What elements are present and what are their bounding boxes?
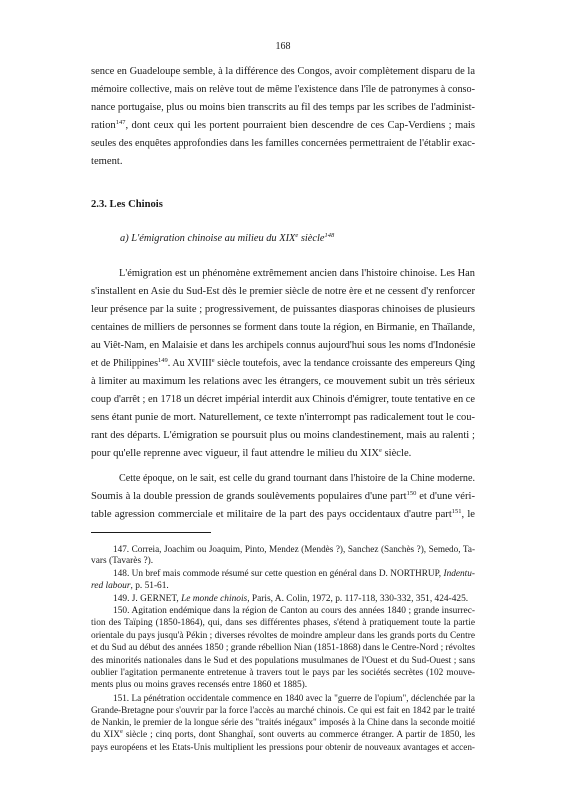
text-line: coup d'arrêt ; en 1718 un décret impérial interdit aux Chinois d'émigrer, toute tentative en ce: [91, 394, 475, 405]
text-line: seules des enquêtes approfondies dans les familles concernées permettraient de l'établir exac-: [91, 138, 476, 149]
footnote-ref-149: 149: [158, 357, 168, 364]
paragraph-continuation: [91, 63, 475, 171]
text-line: mémoire collective, mais on relève tout de même l'existence dans l'île de patronymes à conso-: [91, 84, 475, 95]
footnote-149: 149. J. GERNET, Le monde chinois, Paris, A. Colin, 1972, p. 117-118, 330-332, 351, 424-425.: [113, 593, 469, 604]
text-line: leur présence par la suite ; progressivement, de puissantes diasporas chinoises de plusieurs: [91, 304, 475, 315]
text-line: Cette époque, on le sait, est celle du grand tournant dans l'histoire de la Chine moderne.: [119, 473, 475, 484]
footnote-ref-148: 148: [324, 232, 335, 239]
text-line: au Viêt-Nam, en Malaisie et dans les archipels connus aujourd'hui sous les noms d'Indonésie: [91, 340, 476, 351]
text-line: sens étant punie de mort. Naturellement, ce texte n'interrompt pas radicalement tout le cou-: [91, 412, 475, 423]
footnote-ref-151: 151: [451, 508, 462, 515]
text-line: Soumis à la double pression de grands soulèvements populaires d'une part$^{150}$ et d'une véri-: [91, 490, 475, 502]
text-line: à limiter au maximum les relations avec les étrangers, ce mouvement subit un très sérieux: [91, 376, 475, 387]
text-line: pour qu'elle reprenne avec vigueur, il faut attendre le milieu du XIXe siècle.: [91, 447, 412, 459]
section-heading: 2.3. Les Chinois: [91, 199, 163, 210]
subsection-heading: a) L'émigration chinoise au milieu du XIXe siècle$^{148}$: [120, 232, 335, 244]
footnote-separator: [91, 532, 211, 533]
text-line: s'installent en Asie du Sud-Est dès le premier siècle de notre ère et ne cessent d'y renforcer: [91, 286, 475, 297]
text-line: centaines de milliers de personnes se forment dans toute la région, en Birmanie, en Thaïlande,: [91, 322, 475, 333]
text-line: ration$^{147}$, dont ceux qui les portent pourraient bien descendre de ces Cap-Verdiens ; mais: [91, 119, 475, 131]
paragraph-turning-point: [91, 470, 475, 524]
paragraph-emigration: [91, 265, 475, 463]
text-line: et de Philippines$^{149}$. Au XVIIIe siècle toutefois, avec la tendance croissante des empereurs Qing: [91, 357, 475, 369]
text-line: table agression commerciale et militaire de la part des pays occidentaux d'autre part$^{151}$, le: [91, 508, 475, 520]
footnote-ref-147: 147: [115, 119, 126, 126]
text-line: nance portugaise, plus ou moins bien transcrits au fil des temps par les scribes de l'administ-: [91, 102, 475, 113]
text-line: rant des départs. L'émigration se poursuit plus ou moins clandestinement, mais au ralenti ;: [91, 430, 475, 441]
page-number: 168: [275, 41, 291, 52]
footnote-147: 147. Correia, Joachim ou Joaquim, Pinto, Mendez (Mendès ?), Sanchez (Sanchès ?), Semedo, Ta- vars (Tavarès ?).: [91, 544, 475, 567]
footnote-151: 151. La pénétration occidentale commence en 1840 avec la "guerre de l'opium", déclenchée par la Grande-Bretagne pour s'ouvrir par la force l'accès au marché chinois. Ce qui est fait en 1842 par le traité de Nankin, le premier de la longue série des "traités inégaux" imposés à la Chine dans la seconde moitié du XIXe siècle ; cinq ports, dont Shanghaï, sont ouverts au commerce étranger. A partir de 1850, les pays européens et les Etats-Unis multiplient les pressions pour obtenir de nouveaux avantages et accen-: [91, 692, 475, 753]
footnote-148: 148. Un bref mais commode résumé sur cette question en général dans D. NORTHRUP, Indentu- red labour, p. 51-61.: [91, 568, 475, 592]
text-line: L'émigration est un phénomène extrêmement ancien dans l'histoire chinoise. Les Han: [119, 268, 475, 279]
footnotes: [91, 543, 475, 754]
footnote-ref-150: 150: [406, 490, 417, 497]
text-line: sence en Guadeloupe semble, à la différence des Congos, avoir complètement disparu de la: [91, 66, 475, 77]
text-line: tement.: [91, 156, 123, 167]
footnote-150: 150. Agitation endémique dans la région de Canton au cours des années 1840 ; grande insurrec- tion des Taïping (1850-1864), qui, dans ses différentes phases, s'étend à pratiquement toute la partie orientale du pays jusqu'à Pékin ; diverses révoltes de moindre ampleur dans les grands ports du Centre et du Sud au début des années 1850 ; grande rébellion Nian (1851-1868) dans le Centre-Nord ; révoltes des minorités nationales dans le Sud et des populations musulmanes de l'Ouest et du Sud-Ouest ; sans oublier l'agitation permanente entretenue à travers tout le pays par les sociétés secrètes (102 mouve- ments plus ou moins graves recensés entre 1860 et 1885).: [91, 605, 475, 691]
